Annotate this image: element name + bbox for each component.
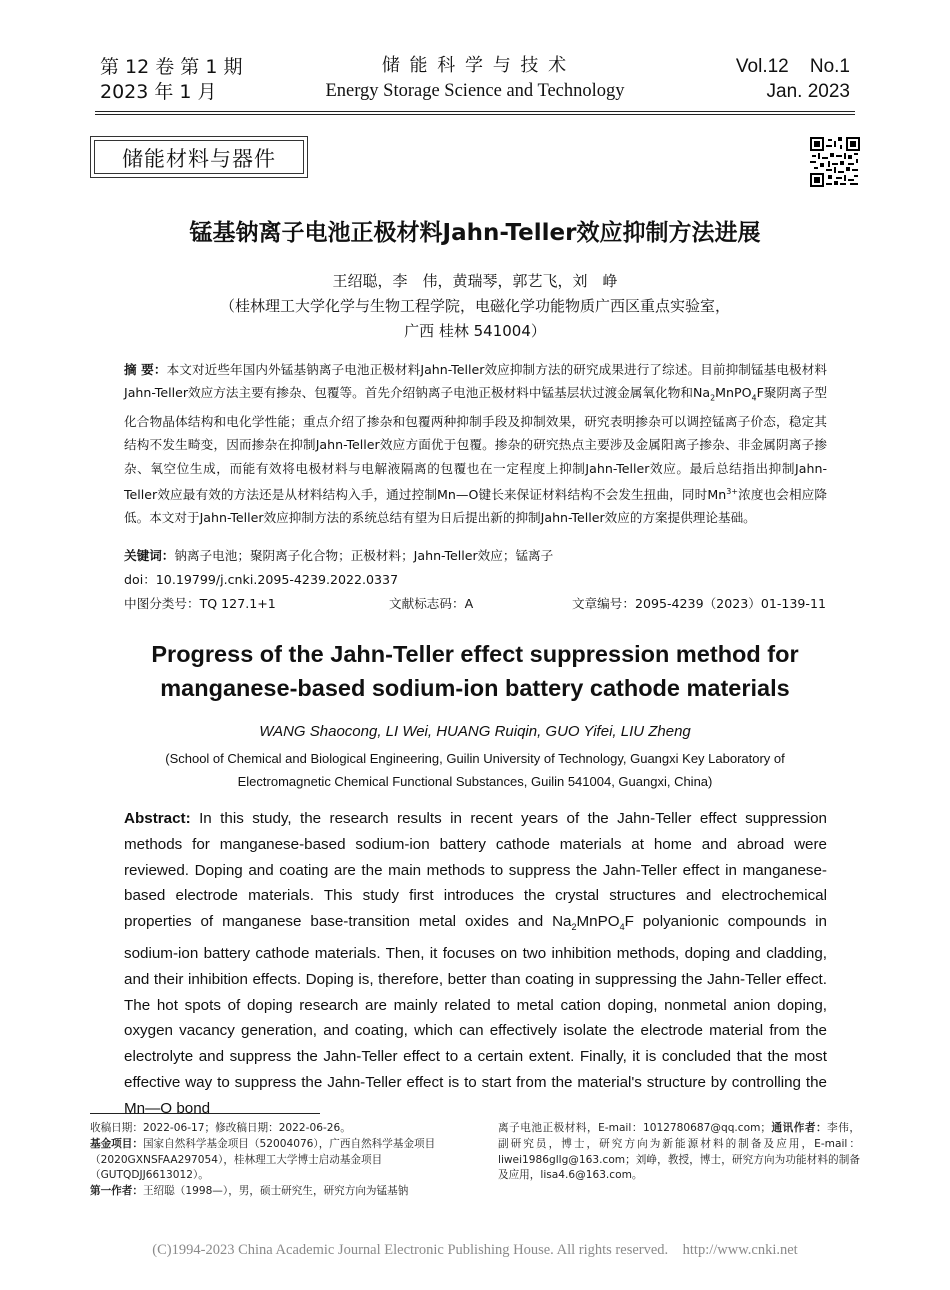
date-cn: 2023 年 1 月	[100, 81, 217, 103]
first-author	[90, 1184, 456, 1200]
corresponding-author-label: 通讯作者：	[771, 1122, 828, 1134]
abstract-en	[124, 806, 827, 1122]
fund-text: 国家自然科学基金项目（52004076），广西自然科学基金项目（2020GXNSFAA297054），桂林理工大学博士启动基金项目（GUTQDJJ6613012）。	[90, 1137, 436, 1182]
title-en-line2: manganese-based sodium-ion battery cathode materials	[160, 675, 790, 701]
authors-en: WANG Shaocong, LI Wei, HUANG Ruiqin, GUO Yifei, LIU Zheng	[259, 723, 691, 740]
title-en	[40, 637, 910, 705]
qr-code-icon	[810, 137, 860, 187]
corresponding-author-text: 李伟，副研究员，博士，研究方向为新能源材料的制备及应用，E-mail：liwei1986gllg@163.com；刘峥，教授，博士，研究方向为功能材料的制备及应用，lisa4.6@163.com。	[498, 1122, 861, 1182]
journal-name-cn: 储 能 科 学 与 技 术	[381, 55, 569, 76]
abstract-en-text: MnPO	[576, 913, 620, 931]
volume-issue-en: Vol.12 No.1	[735, 56, 850, 77]
document-code: 文献标志码：A	[389, 596, 474, 611]
abstract-cn-label: 摘 要：	[124, 362, 167, 377]
abstract-cn-text: 浓度也会相应降低。本文对于Jahn-Teller效应抑制方法的系统总结有望为日后提出新的抑制Jahn-Teller效应的方案提供理论基础。	[124, 487, 827, 526]
footnotes-left	[90, 1121, 456, 1200]
copyright-line: (C)1994-2023 China Academic Journal Electronic Publishing House. All rights reserved. http://www.cnki.net	[152, 1242, 798, 1258]
first-author-text: 王绍聪（1998—），男，硕士研究生，研究方向为锰基钠	[142, 1185, 409, 1198]
header-rule-double	[95, 114, 855, 115]
clc-number: 中图分类号：TQ 127.1+1	[124, 596, 276, 611]
keywords-cn	[124, 545, 553, 564]
keywords-cn-label: 关键词：	[124, 548, 175, 563]
affiliation-cn-line1: （桂林理工大学化学与生物工程学院，电磁化学功能物质广西区重点实验室，	[219, 297, 730, 315]
volume-issue-cn: 第 12 卷 第 1 期	[100, 56, 243, 78]
abstract-en-sub: 4	[619, 922, 625, 933]
abstract-cn-sub: 4	[751, 393, 757, 403]
footnote-rule	[90, 1113, 320, 1114]
header-rule	[95, 111, 855, 112]
affiliation-en-line1: (School of Chemical and Biological Engineering, Guilin University of Technology, Guangxi Key Laboratory of	[165, 751, 785, 766]
affiliation-en-line2: Electromagnetic Chemical Functional Substances, Guilin 541004, Guangxi, China)	[237, 774, 713, 789]
keywords-cn-text: 钠离子电池；聚阴离子化合物；正极材料；Jahn-Teller效应；锰离子	[174, 548, 554, 563]
abstract-cn-text: F聚阴离子型化合物晶体结构和电化学性能；重点介绍了掺杂和包覆两种抑制手段及抑制效果，研究表明掺杂可以调控锰离子价态，稳定其结构不发生畸变，因而掺杂在抑制Jahn-Teller效应方面优于包覆。掺杂的研究热点主要涉及金属阳离子掺杂、非金属阴离子掺杂、氧空位生成，而能有效将电极材料与电解液隔离的包覆也在一定程度上抑制Jahn-Teller效应。最后总结指出抑制Jahn-Teller效应最有效的方法还是从材料结构入手，通过控制Mn—O键长来保证材料结构不会发生扭曲，同时Mn	[124, 385, 827, 503]
first-author-label: 第一作者：	[90, 1185, 143, 1198]
abstract-en-text: In this study, the research results in recent years of the Jahn-Teller effect suppression methods for manganese-based sodium-ion battery cathode materials at home and abroad were reviewed. Doping and coating are the main methods to suppress the Jahn-Teller effect in manganese-based electrode materials. This study first introduces the crystal structures and electrochemical properties of manganese base-transition metal oxides and Na	[124, 810, 827, 931]
affiliation-cn	[60, 294, 890, 344]
abstract-en-text: F polyanionic compounds in sodium-ion battery cathode materials. Then, it focuses on two inhibition methods, doping and cladding, and their inhibition effects. Doping is, therefore, better than coating in suppressing the Jahn-Teller effect. The hot spots of doping research are mainly related to metal cation doping, nonmetal anion doping, oxygen vacancy generation, and coating, which can effectively isolate the electrode material from the electrolyte and suppress the Jahn-Teller effect to a certain extent. Finally, it is concluded that the most effective way to suppress the Jahn-Teller effect is to start from the material's structure by controlling the Mn—O bond	[124, 913, 827, 1117]
first-author-email: 离子电池正极材料，E-mail：1012780687@qq.com；	[498, 1122, 772, 1134]
title-cn: 锰基钠离子电池正极材料Jahn-Teller效应抑制方法进展	[189, 220, 761, 246]
abstract-cn-sub: 2	[710, 393, 716, 403]
affiliation-en	[60, 747, 890, 793]
date-en: Jan. 2023	[766, 81, 850, 102]
abstract-cn	[124, 358, 827, 530]
article-number: 文章编号：2095-4239（2023）01-139-11	[571, 596, 826, 611]
doi: doi：10.19799/j.cnki.2095-4239.2022.0337	[124, 572, 399, 587]
received-date: 收稿日期：2022-06-17；修改稿日期：2022-06-26。	[90, 1122, 351, 1134]
column-label: 储能材料与器件	[122, 147, 276, 171]
title-en-line1: Progress of the Jahn-Teller effect suppression method for	[151, 641, 799, 667]
column-badge	[90, 136, 308, 178]
footnotes-right	[498, 1121, 860, 1184]
fund-info	[90, 1137, 456, 1184]
abstract-cn-text: MnPO	[715, 385, 752, 401]
fund-label: 基金项目：	[90, 1137, 143, 1150]
abstract-en-label: Abstract:	[124, 810, 191, 827]
abstract-en-sub: 2	[571, 922, 577, 933]
abstract-cn-text: 本文对近些年国内外锰基钠离子电池正极材料Jahn-Teller效应抑制方法的研究成果进行了综述。目前抑制锰基电极材料Jahn-Teller效应方法主要有掺杂、包覆等。首先介绍钠离子电池正极材料中锰基层状过渡金属氧化物和Na	[124, 362, 827, 401]
affiliation-cn-line2: 广西 桂林 541004）	[404, 322, 546, 340]
authors-cn: 王绍聪，李 伟，黄瑞琴，郭艺飞，刘 峥	[332, 272, 618, 290]
journal-name-en: Energy Storage Science and Technology	[325, 81, 625, 101]
abstract-cn-sup: 3+	[726, 487, 738, 496]
